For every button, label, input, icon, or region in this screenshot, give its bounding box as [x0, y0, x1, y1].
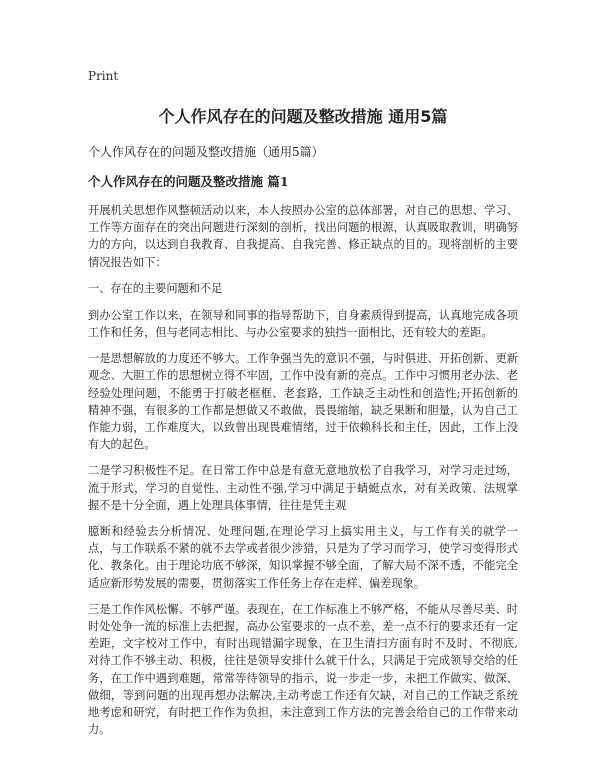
article-heading: 个人作风存在的问题及整改措施 篇1	[88, 174, 289, 189]
intro-paragraph: 开展机关思想作风整顿活动以来，本人按照办公室的总体部署，对自己的思想、学习、工作等方面存在的突出问题进行深刻的剖析，找出问题的根源，认真吸取教训，明确努力的方向，以达到自我教育、自我提高、自我完善、修正缺点的目的。现将剖析的主要情况报告如下：	[88, 204, 518, 269]
paragraph-5: 三是工作作风松懈、不够严谨。表现在，在工作标准上不够严格，不能从尽善尽美、时时处处争一流的标准上去把握，高办公室要求的一点不差，差一点不行的要求还有一定差距，文字校对工作中，有时出现错漏字现象，在卫生清扫方面有时不及时、不彻底,对待工作不够主动、积极，往往是领导安排什么就干什么，只满足于完成领导交给的任务，在工作中遇到难题，常常等待领导的指示，说一步走一步，未把工作做实、做深、做细，等到问题的出现再想办法解决,主动考虑工作还有欠缺，对自己的工作缺乏系统地考虑和研究，有时把工作作为负担，未注意到工作方法的完善会给自己的工作带来动力。	[88, 602, 518, 737]
paragraph-2: 一是思想解放的力度还不够大。工作争强当先的意识不强，与时俱进、开拓创新、更新观念、大胆工作的思想树立得不牢固，工作中没有新的亮点。工作中习惯用老办法、老经验处理问题，不能勇于打破老框框、老套路，工作缺乏主动性和创造性;开拓创新的精神不强，有很多的工作都是想做又不敢做，畏畏缩缩，缺乏果断和胆量，认为自己工作能力弱，工作难度大，以致曾出现畏难情绪，过于依赖科长和主任，因此，工作上没有大的起色。	[88, 352, 518, 452]
document-subtitle: 个人作风存在的问题及整改措施（通用5篇）	[88, 145, 324, 159]
document-page	[88, 68, 518, 747]
paragraph-4: 臆断和经验去分析情况、处理问题,在理论学习上搞实用主义，与工作有关的就学一点，与工作联系不紧的就不去学或者很少涉猎，只是为了学习而学习，使学习变得形式化、教条化。由于理论功底不够深，知识掌握不够全面，了解大局不深不透，不能完全适应新形势发展的需要，贯彻落实工作任务上存在走样、偏差现象。	[88, 525, 518, 590]
section-title: 一、存在的主要问题和不足	[88, 281, 223, 295]
document-title: 个人作风存在的问题及整改措施 通用5篇	[158, 107, 448, 126]
paragraph-3: 二是学习积极性不足。在日常工作中总是有意无意地放松了自我学习，对学习走过场，流于形式，学习的自觉性、主动性不强,学习中满足于蜻蜓点水，对有关政策、法规掌握不是十分全面，遇上处理具体事情，往往是凭主观	[88, 464, 518, 512]
print-label: Print	[88, 69, 119, 83]
paragraph-1: 到办公室工作以来，在领导和同事的指导帮助下，自身素质得到提高，认真地完成各项工作和任务，但与老同志相比、与办公室要求的独挡一面相比，还有较大的差距。	[88, 308, 518, 340]
